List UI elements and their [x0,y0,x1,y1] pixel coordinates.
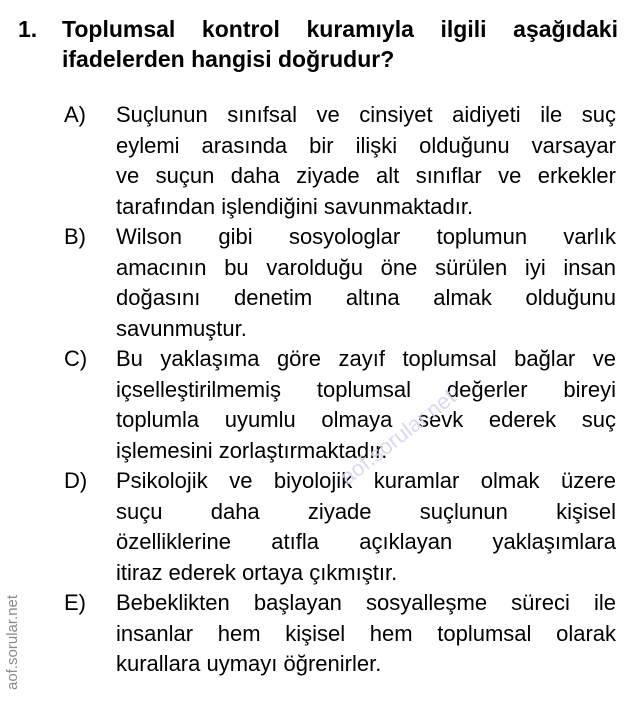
option-label: B) [64,224,86,249]
option-label: C) [64,346,88,371]
options-list [64,100,616,680]
option-text: Suçlunun sınıfsal ve cinsiyet aidiyeti ile suç eylemi arasında bir ilişki olduğunu varsayar ve suçun daha ziyade alt sınıflar ve erkekler tarafından işlendiğini savunmaktadır. [116,102,616,219]
option-label: E) [64,590,86,615]
watermark-side: aof.sorular.net [4,594,21,690]
option-text: Bebeklikten başlayan sosyalleşme süreci ile insanlar hem kişisel hem toplumsal olarak kurallara uymayı öğrenirler. [116,590,616,676]
question [18,14,618,74]
question-text: Toplumsal kontrol kuramıyla ilgili aşağıdaki ifadelerden hangisi doğrudur? [62,16,618,72]
option-b[interactable] [64,222,616,344]
option-c[interactable] [64,344,616,466]
option-a[interactable] [64,100,616,222]
option-text: Wilson gibi sosyologlar toplumun varlık amacının bu varolduğu öne sürülen iyi insan doğasını denetim altına almak olduğunu savunmuştur. [116,224,616,341]
option-text: Psikolojik ve biyolojik kuramlar olmak üzere suçu daha ziyade suçlunun kişisel özelliklerine atıfla açıklayan yaklaşımlara itiraz ederek ortaya çıkmıştır. [116,468,616,585]
option-e[interactable] [64,588,616,680]
option-text: Bu yaklaşıma göre zayıf toplumsal bağlar ve içselleştirilmemiş toplumsal değerler bireyi toplumla uyumlu olmaya sevk ederek suç işlemesini zorlaştırmaktadır. [116,346,616,463]
watermark-center: aof.sorular.net [335,384,461,490]
option-d[interactable] [64,466,616,588]
option-label: A) [64,102,86,127]
option-label: D) [64,468,88,493]
question-number: 1. [18,16,38,42]
